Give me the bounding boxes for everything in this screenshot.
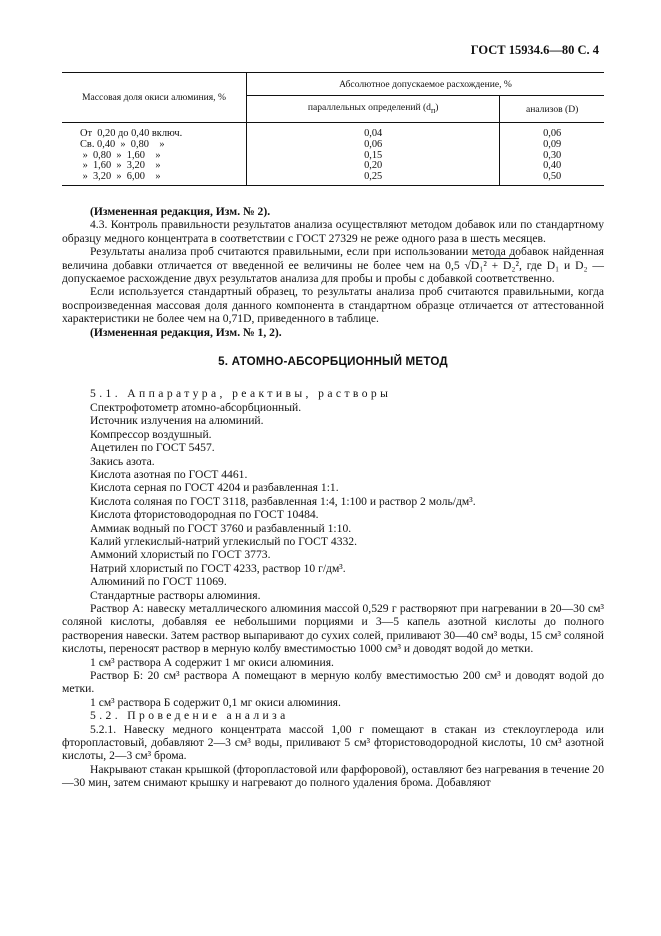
list-item: Ацетилен по ГОСТ 5457. [90,441,215,455]
list-item: Натрий хлористый по ГОСТ 4233, раствор 10 г/дм³. [90,561,346,575]
amendment-note: (Измененная редакция, Изм. № 2). [90,205,271,218]
solution-a-concentration: 1 см³ раствора А содержит 1 мг окиси алюминия. [90,655,334,669]
paragraph-procedure: Накрывают стакан крышкой (фторопластовой или фарфоровой), оставляют без нагревания в течение 20—30 мин, затем снимают крышку и нагревают до полного удаления брома. Добавляют [62,762,604,790]
table-row: » 1,60 » 3,20 » 0,20 0,40 [62,161,604,172]
list-item: Стандартные растворы алюминия. [90,588,261,602]
list-item: Кислота фтористоводородная по ГОСТ 10484. [90,508,319,522]
solution-a: Раствор А: навеску металлического алюминия массой 0,529 г растворяют при нагревании в 20—30 см³ соляной кислоты, добавляя ее небольшими порциями и 3—5 капель азотной кислоты до полного растворения навески. Затем раствор выпаривают до сухих солей, приливают 30—40 см³ воды, 15 см³ соляной кислоты, переносят раствор в мерную колбу вместимостью 1000 см³ и доводят водой до метки. [62,601,604,656]
list-item: Алюминий по ГОСТ 11069. [90,575,227,589]
table-row: От 0,20 до 0,40 включ. 0,04 0,06 [62,123,604,140]
amendment-note: (Измененная редакция, Изм. № 1, 2). [90,325,282,339]
paragraph-4-3: 4.3. Контроль правильности результатов анализа осуществляют методом добавок или по стандартному образцу медного концентрата в соответствии с ГОСТ 27329 не реже одного раза в шесть месяцев. [62,218,604,245]
solution-b-concentration: 1 см³ раствора Б содержит 0,1 мг окиси алюминия. [90,695,341,709]
list-item: Кислота серная по ГОСТ 4204 и разбавленная 1:1. [90,481,339,495]
list-item: Источник излучения на алюминий. [90,414,264,428]
list-item: Кислота азотная по ГОСТ 4461. [90,467,248,481]
paragraph-correctness: Результаты анализа проб считаются правильными, если при использовании метода добавок найденная величина добавки отличается от введенной ее величины не более чем на 0,5 √D₁² + D₂², где D₁ и D₂ — допускаемое расхождение двух результатов анализа для пробы и пробы с добавкой соответственно. [62,245,604,286]
sqrt-formula: √D₁² + D₂² [464,258,519,272]
section-title: 5. АТОМНО-АБСОРБЦИОННЫЙ МЕТОД [218,355,448,369]
list-item: Кислота соляная по ГОСТ 3118, разбавленная 1:4, 1:100 и раствор 2 моль/дм³. [90,494,476,508]
col-header-analyses: анализов (D) [500,96,604,123]
col-header-mass-fraction: Массовая доля окиси алюминия, % [62,73,247,123]
body-text [62,205,604,790]
tolerance-table [62,72,604,186]
col-header-parallel: параллельных определений $(d_п)$ [247,96,500,123]
equipment-list [62,387,604,602]
list-item: Закись азота. [90,454,155,468]
list-item: Калий углекислый-натрий углекислый по ГОСТ 4332. [90,534,357,548]
group-header-tolerance: Абсолютное допускаемое расхождение, % [247,73,605,96]
paragraph-standard-sample: Если используется стандартный образец, то результаты анализа проб считаются правильными, когда воспроизведенная массовая доля данного компонента в стандартном образце отличается от аттестованной характеристики не более чем на 0,71D, приведенного в таблице. [62,285,604,326]
list-item: Аммоний хлористый по ГОСТ 3773. [90,548,271,562]
subsection-5-1: 5.1. Аппаратура, реактивы, растворы [90,387,392,401]
page-header: ГОСТ 15934.6—80 С. 4 [470,43,599,57]
table-row: » 0,80 » 1,60 » 0,15 0,30 [62,151,604,162]
solution-b: Раствор Б: 20 см³ раствора А помещают в мерную колбу вместимостью 200 см³ и доводят водой до метки. [62,669,604,696]
list-item: Компрессор воздушный. [90,427,212,441]
list-item: Спектрофотометр атомно-абсорбционный. [90,400,302,414]
table-row: » 3,20 » 6,00 » 0,25 0,50 [62,172,604,185]
paragraph-5-2-1: 5.2.1. Навеску медного концентрата массой 1,00 г помещают в стакан из стеклоуглерода или фторопластовый, добавляют 2—3 см³ воды, приливают 5 см³ фтористоводородной кислоты, 10 см³ азотной кислоты, 2—3 см³ брома. [62,722,604,763]
list-item: Аммиак водный по ГОСТ 3760 и разбавленный 1:10. [90,521,352,535]
table-row: Св. 0,40 » 0,80 » 0,06 0,09 [62,140,604,151]
subsection-5-2: 5.2. Проведение анализа [90,709,289,723]
